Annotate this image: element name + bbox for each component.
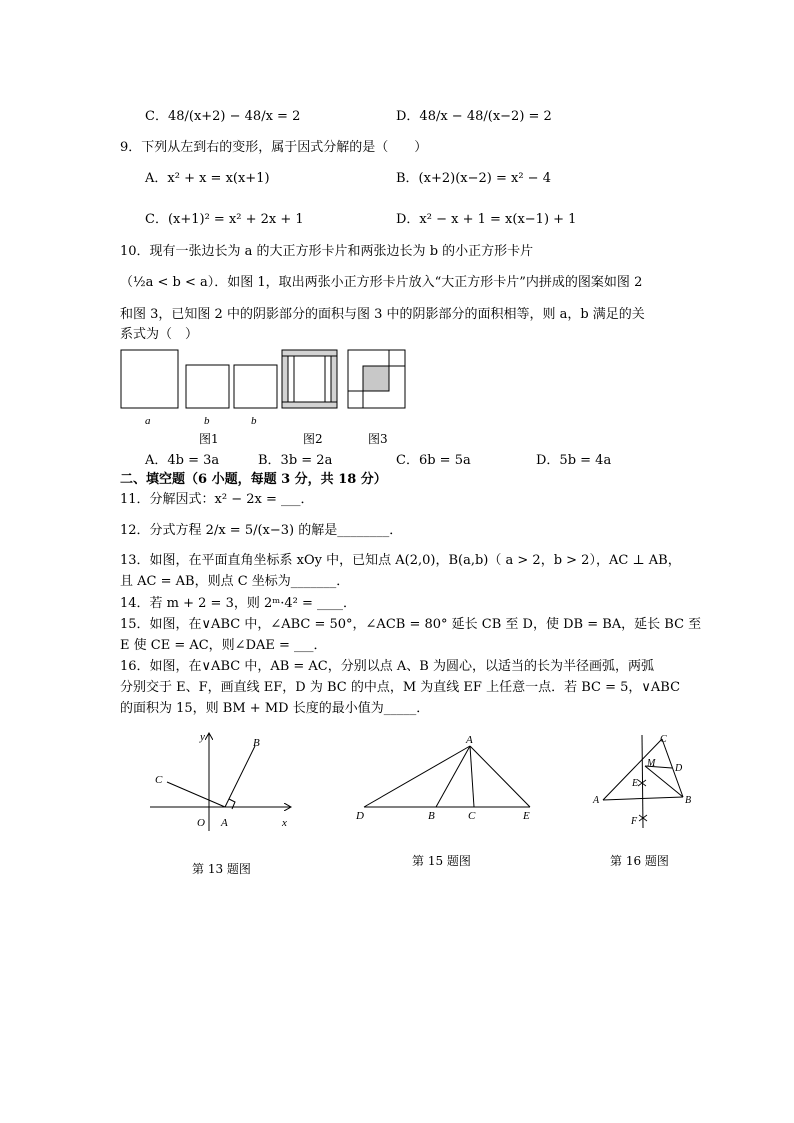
small-square-1 — [186, 365, 229, 408]
fig13-diagram — [145, 726, 305, 836]
q10-line3: 和图 3，已知图 2 中的阴影部分的面积与图 3 中的阴影部分的面积相等，则 a，b 满足的关 — [120, 307, 645, 322]
fig16-diagram — [590, 730, 700, 830]
q13-line2: 且 AC = AB，则点 C 坐标为_______． — [120, 574, 350, 589]
segment-ab — [225, 746, 255, 807]
section-2-heading: 二、填空题（6 小题，每题 3 分，共 18 分） — [120, 472, 387, 487]
label-a: A — [593, 795, 600, 806]
q10-line1: 10．现有一张边长为 a 的大正方形卡片和两张边长为 b 的小正方形卡片 — [120, 244, 534, 259]
fig3-caption: 图3 — [368, 432, 388, 446]
q8-option-c: C．48/(x+2) − 48/x = 2 — [145, 109, 301, 124]
line-ef — [642, 735, 643, 828]
q16-line1: 16．如图，在∨ABC 中，AB = AC，分别以点 A、B 为圆心，以适当的长为半径画弧，两弧 — [120, 659, 654, 674]
small-square-2 — [234, 365, 277, 408]
q10-line2: （½a < b < a）．如图 1，取出两张小正方形卡片放入“大正方形卡片”内拼成的图案如图 2 — [120, 275, 643, 290]
fig1-caption: 图1 — [199, 432, 219, 446]
q9-option-d: D．x² − x + 1 = x(x−1) + 1 — [396, 212, 577, 227]
q15-line2: E 使 CE = AC，则∠DAE = ___． — [120, 638, 327, 653]
segment-ae — [470, 746, 530, 807]
q10-line4: 系式为（ ） — [120, 327, 199, 342]
q16-line2: 分别交于 E、F，画直线 EF，D 为 BC 的中点，M 为直线 EF 上任意一点．若 BC = 5，∨ABC — [120, 680, 681, 695]
label-e: E — [632, 778, 639, 789]
label-e: E — [523, 810, 530, 822]
q14: 14．若 m + 2 = 3，则 2ᵐ·4² = ____． — [120, 596, 357, 611]
label-o: O — [197, 817, 205, 829]
label-a: A — [221, 817, 228, 829]
q10-option-c: C．6b = 5a — [396, 453, 471, 468]
q10-option-b: B．3b = 2a — [258, 453, 333, 468]
label-c: C — [468, 810, 476, 822]
label-y: y — [200, 731, 205, 743]
fig1-label-b2: b — [251, 415, 257, 427]
q11: 11．分解因式：x² − 2x = ___． — [120, 492, 314, 507]
q9-stem: 9．下列从左到右的变形，属于因式分解的是（ ） — [120, 140, 428, 155]
fig2-caption: 图2 — [303, 432, 323, 446]
q9-option-b: B．(x+2)(x−2) = x² − 4 — [396, 171, 551, 186]
label-d: D — [675, 763, 683, 774]
segment-ac — [167, 782, 225, 807]
fig13-caption: 第 13 题图 — [192, 862, 251, 876]
fig15-caption: 第 15 题图 — [412, 854, 471, 868]
label-b: B — [685, 795, 692, 806]
q13-line1: 13．如图，在平面直角坐标系 xOy 中，已知点 A(2,0)，B(a,b)（ a > 2，b > 2），AC ⊥ AB， — [120, 553, 681, 568]
label-a: A — [466, 734, 473, 746]
figure-3 — [348, 350, 405, 408]
q16-line3: 的面积为 15，则 BM + MD 长度的最小值为_____． — [120, 701, 430, 716]
label-c: C — [660, 734, 667, 745]
label-b: B — [428, 810, 435, 822]
label-d: D — [356, 810, 364, 822]
segment-ac — [603, 739, 662, 800]
q10-option-d: D．5b = 4a — [536, 453, 612, 468]
label-x: x — [282, 817, 287, 829]
fig1-label-a: a — [145, 415, 151, 427]
segment-ab — [436, 746, 470, 807]
fig16-caption: 第 16 题图 — [610, 854, 669, 868]
label-c: C — [155, 774, 163, 786]
segment-ac — [470, 746, 474, 807]
q9-option-c: C．(x+1)² = x² + 2x + 1 — [145, 212, 304, 227]
q9-option-a: A．x² + x = x(x+1) — [145, 171, 270, 186]
segment-ad — [364, 746, 470, 807]
figure-2 — [282, 350, 337, 408]
label-m: M — [647, 758, 656, 769]
label-b: B — [253, 737, 260, 749]
q15-line1: 15．如图，在∨ABC 中，∠ABC = 50°，∠ACB = 80° 延长 CB 至 D，使 DB = BA，延长 BC 至 — [120, 617, 702, 632]
fig15-diagram — [350, 733, 540, 823]
q10-option-a: A．4b = 3a — [145, 453, 220, 468]
fig1-label-b1: b — [204, 415, 210, 427]
q8-option-d: D．48/x − 48/(x−2) = 2 — [396, 109, 552, 124]
q12: 12．分式方程 2/x = 5/(x−3) 的解是________． — [120, 523, 403, 538]
label-f: F — [631, 816, 638, 827]
big-square — [121, 350, 178, 408]
